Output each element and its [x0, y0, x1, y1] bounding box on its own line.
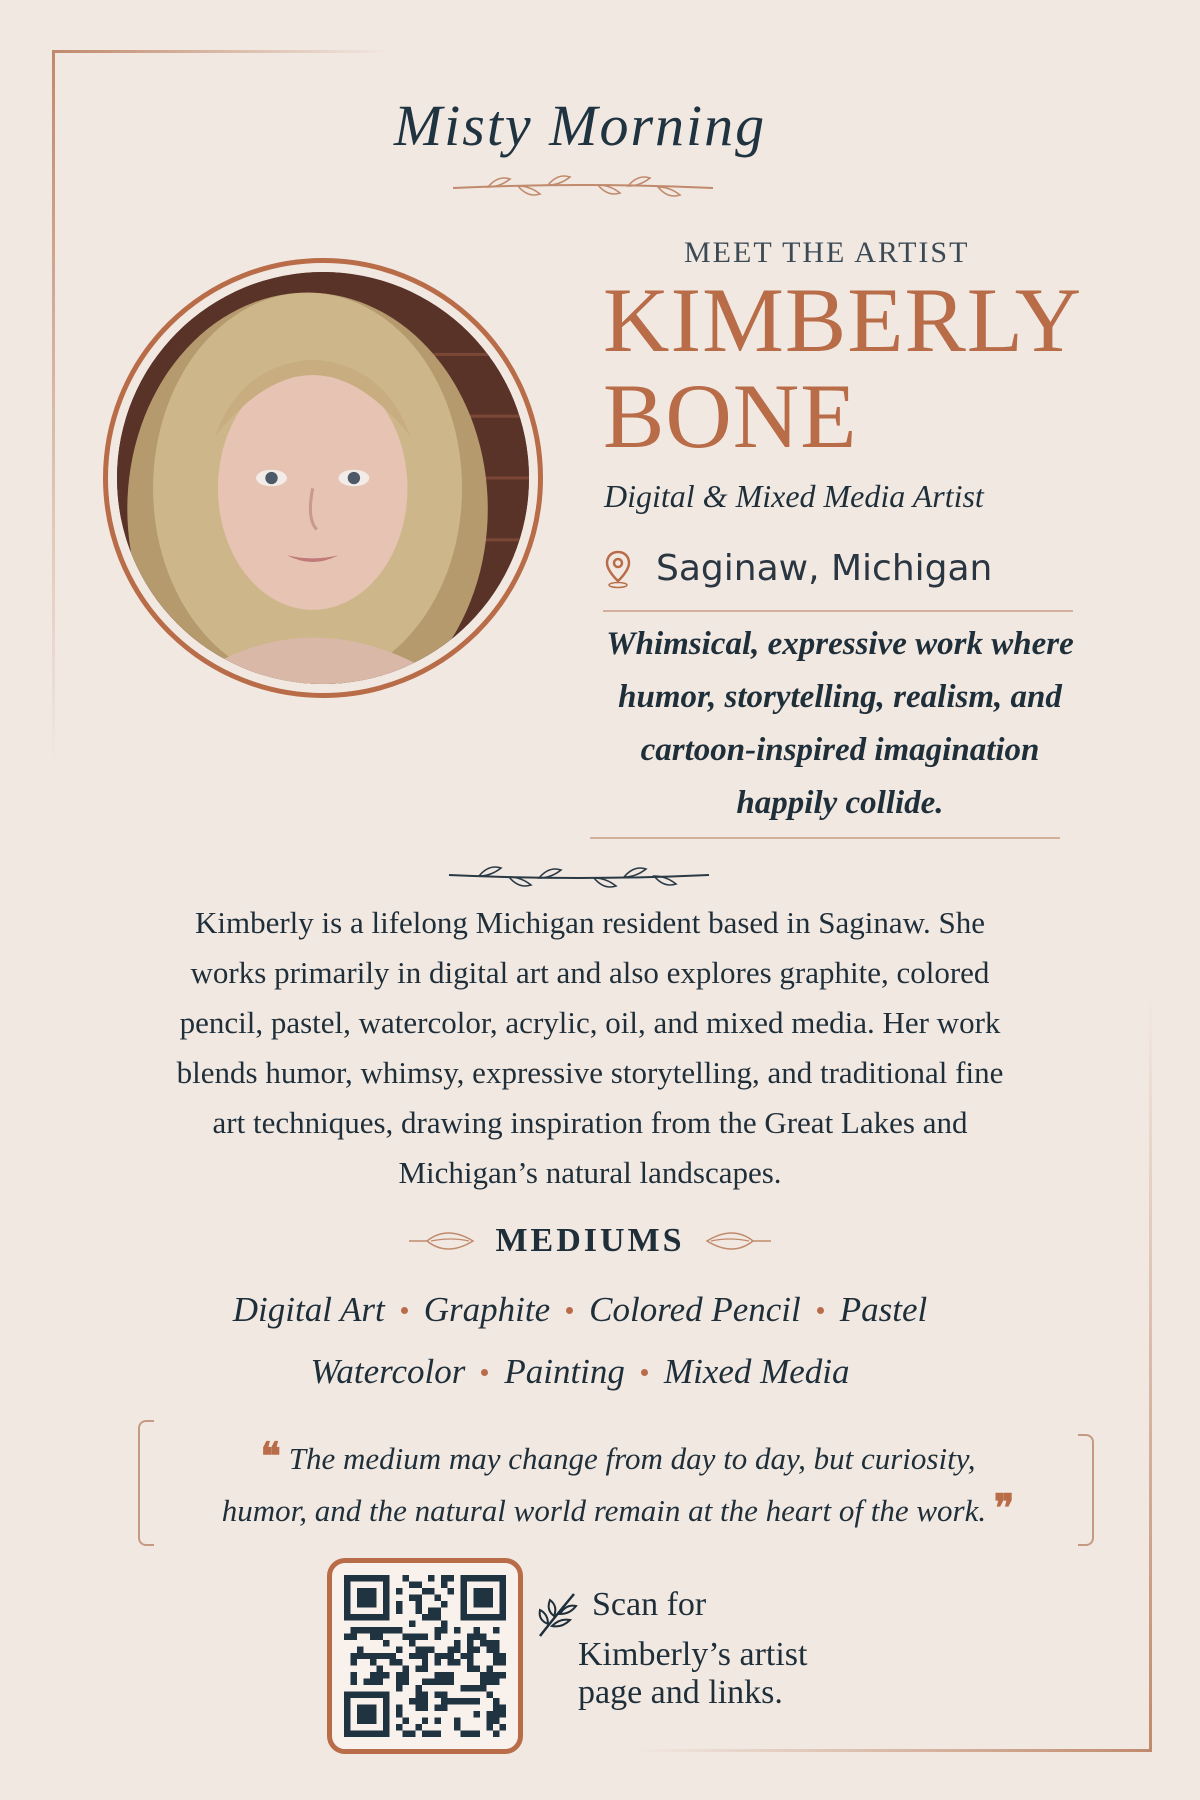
qr-caption-line: Kimberly’s artist: [578, 1636, 808, 1673]
sprig-icon: [534, 1588, 584, 1640]
medium-item: Colored Pencil: [589, 1290, 801, 1329]
qr-caption: [578, 1636, 838, 1712]
artist-first-name: KIMBERLY: [603, 269, 1083, 371]
leaf-left-icon: [407, 1225, 477, 1257]
artist-name: [603, 269, 1083, 467]
bio-line: works primarily in digital art and also explores graphite, colored: [190, 955, 990, 990]
artist-portrait: [103, 258, 543, 698]
tagline-line: humor, storytelling, realism, and: [618, 679, 1062, 715]
qr-code[interactable]: [327, 1558, 523, 1754]
quote-line: humor, and the natural world remain at the heart of the work.: [221, 1493, 987, 1528]
mediums-row: [0, 1352, 1160, 1392]
medium-item: Watercolor: [310, 1352, 466, 1391]
bullet-dot: [817, 1307, 824, 1314]
artist-bio: [90, 898, 1090, 1198]
bullet-dot: [566, 1307, 573, 1314]
medium-item: Digital Art: [232, 1290, 385, 1329]
qr-caption-line: page and links.: [578, 1674, 783, 1711]
medium-item: Pastel: [839, 1290, 928, 1329]
location-pin-icon: [604, 549, 632, 589]
quote-line: The medium may change from day to day, but curiosity,: [288, 1441, 976, 1476]
tagline-line: happily collide.: [736, 785, 944, 821]
quote-bracket-left: [138, 1420, 154, 1546]
artist-tagline: [590, 618, 1090, 830]
bullet-dot: [641, 1369, 648, 1376]
tagline-line: Whimsical, expressive work where: [606, 626, 1074, 662]
leaf-flourish-icon: [444, 857, 714, 897]
bullet-dot: [481, 1369, 488, 1376]
mediums-title: MEDIUMS: [495, 1222, 685, 1259]
medium-item: Graphite: [423, 1290, 551, 1329]
location-text: Saginaw, Michigan: [656, 548, 993, 589]
artist-last-name: BONE: [603, 365, 858, 467]
leaf-flourish-icon: [448, 168, 718, 208]
frame-corner-top-left: [52, 50, 392, 53]
close-quote-icon: ❞: [993, 1488, 1015, 1530]
mediums-heading: [0, 1222, 1180, 1260]
tagline-line: cartoon-inspired imagination: [640, 732, 1040, 768]
bio-line: pencil, pastel, watercolor, acrylic, oil, and mixed media. Her work: [179, 1005, 1001, 1040]
meet-the-artist-label: MEET THE ARTIST: [684, 236, 970, 269]
frame-corner-bottom-right: [632, 1749, 1152, 1752]
bio-line: Michigan’s natural landscapes.: [398, 1155, 782, 1190]
medium-item: Mixed Media: [663, 1352, 850, 1391]
divider-line: [603, 610, 1073, 612]
quote-bracket-right: [1078, 1434, 1094, 1546]
mediums-row: [0, 1290, 1160, 1330]
medium-item: Painting: [504, 1352, 625, 1391]
event-title: Misty Morning: [393, 93, 767, 158]
artist-role: Digital & Mixed Media Artist: [604, 478, 984, 514]
artist-quote: [138, 1420, 1094, 1546]
open-quote-icon: ❝: [260, 1436, 281, 1478]
artist-location: [604, 548, 992, 589]
bio-line: blends humor, whimsy, expressive storytelling, and traditional fine: [176, 1055, 1004, 1090]
bio-line: Kimberly is a lifelong Michigan resident based in Saginaw. She: [194, 905, 986, 940]
qr-caption-line: Scan for: [592, 1586, 707, 1623]
leaf-right-icon: [703, 1225, 773, 1257]
qr-code-icon: [344, 1575, 506, 1737]
divider-line: [590, 837, 1060, 839]
portrait-photo: [117, 272, 529, 684]
bullet-dot: [401, 1307, 408, 1314]
bio-line: art techniques, drawing inspiration from the Great Lakes and: [212, 1105, 968, 1140]
quote-text: [168, 1432, 1068, 1536]
